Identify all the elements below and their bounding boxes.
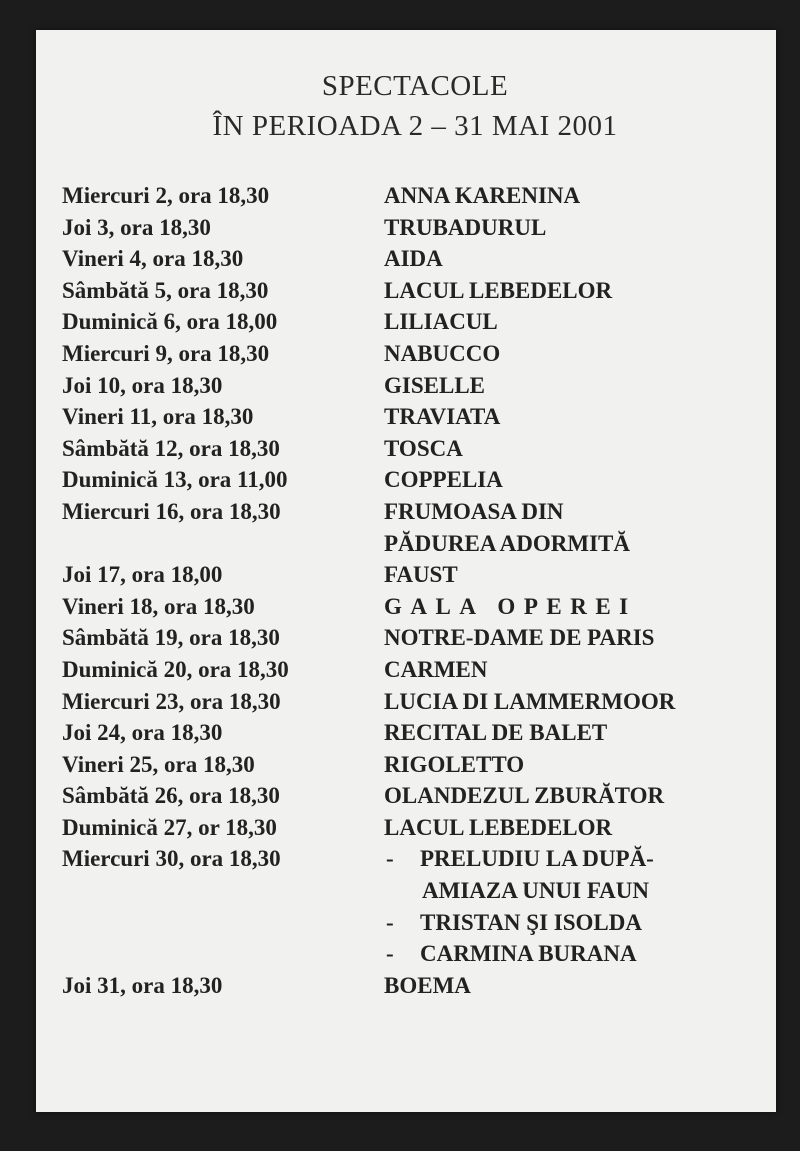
- dates-column: [62, 180, 289, 1001]
- program-item-text: TRISTAN ŞI ISOLDA: [420, 909, 642, 935]
- show-title: CARMEN: [384, 656, 488, 682]
- date-entry: Sâmbătă 5, ora 18,30: [62, 277, 269, 303]
- show-title: NOTRE-DAME DE PARIS: [384, 625, 655, 651]
- date-entry: Duminică 6, ora 18,00: [62, 309, 278, 335]
- program-item: [384, 907, 675, 939]
- show-title: TRAVIATA: [384, 404, 501, 430]
- show-title: AIDA: [384, 246, 443, 272]
- date-entry: Miercuri 16, ora 18,30: [62, 498, 281, 524]
- shows-column: [384, 180, 675, 1001]
- date-entry: Joi 17, ora 18,00: [62, 562, 223, 588]
- show-title: OLANDEZUL ZBURĂTOR: [384, 783, 665, 809]
- show-title: FAUST: [384, 562, 458, 588]
- date-entry: Miercuri 23, ora 18,30: [62, 688, 281, 714]
- date-entry: Joi 24, ora 18,30: [62, 720, 223, 746]
- header-title: SPECTACOLE: [321, 70, 509, 102]
- show-title: BOEMA: [384, 972, 471, 998]
- program-item: [384, 843, 675, 875]
- date-entry: Vineri 18, ora 18,30: [62, 593, 255, 619]
- program-item: [384, 938, 675, 970]
- date-entry: Joi 31, ora 18,30: [62, 972, 223, 998]
- item-dash: -: [386, 941, 394, 967]
- item-dash: -: [386, 846, 394, 872]
- program-item-text: PRELUDIU LA DUPĂ-: [420, 846, 654, 872]
- show-title: GISELLE: [384, 372, 485, 398]
- show-title: TRUBADURUL: [384, 214, 547, 240]
- show-title: GALA OPEREI: [384, 593, 637, 619]
- show-title-continuation: PĂDUREA ADORMITĂ: [384, 530, 630, 556]
- date-entry: Vineri 4, ora 18,30: [62, 246, 244, 272]
- program-sheet: [36, 30, 776, 1112]
- date-entry: Joi 10, ora 18,30: [62, 372, 223, 398]
- date-entry: Vineri 25, ora 18,30: [62, 751, 255, 777]
- date-entry: Miercuri 9, ora 18,30: [62, 340, 270, 366]
- date-entry: Sâmbătă 19, ora 18,30: [62, 625, 280, 651]
- program-item-text: CARMINA BURANA: [420, 941, 637, 967]
- show-title: COPPELIA: [384, 467, 503, 493]
- show-title: LUCIA DI LAMMERMOOR: [384, 688, 676, 714]
- program-item-continuation: AMIAZA UNUI FAUN: [422, 878, 650, 904]
- date-entry: Miercuri 30, ora 18,30: [62, 846, 281, 872]
- show-title: LILIACUL: [384, 309, 498, 335]
- date-entry: Sâmbătă 12, ora 18,30: [62, 435, 280, 461]
- date-entry: Miercuri 2, ora 18,30: [62, 183, 270, 208]
- show-title: LACUL LEBEDELOR: [384, 277, 613, 303]
- show-title: RIGOLETTO: [384, 751, 525, 777]
- date-entry: Duminică 13, ora 11,00: [62, 467, 288, 493]
- date-entry: Joi 3, ora 18,30: [62, 214, 211, 240]
- show-title: LACUL LEBEDELOR: [384, 814, 613, 840]
- date-entry: Duminică 20, ora 18,30: [62, 656, 289, 682]
- show-title: FRUMOASA DIN: [384, 498, 564, 524]
- date-entry: Vineri 11, ora 18,30: [62, 404, 254, 430]
- show-title: ANNA KARENINA: [384, 183, 581, 208]
- show-title: NABUCCO: [384, 340, 501, 366]
- date-entry: Duminică 27, or 18,30: [62, 814, 277, 840]
- date-entry: Sâmbătă 26, ora 18,30: [62, 783, 280, 809]
- show-title: TOSCA: [384, 435, 463, 461]
- item-dash: -: [386, 909, 394, 935]
- header-period: ÎN PERIOADA 2 – 31 MAI 2001: [212, 110, 618, 142]
- show-title: RECITAL DE BALET: [384, 720, 608, 746]
